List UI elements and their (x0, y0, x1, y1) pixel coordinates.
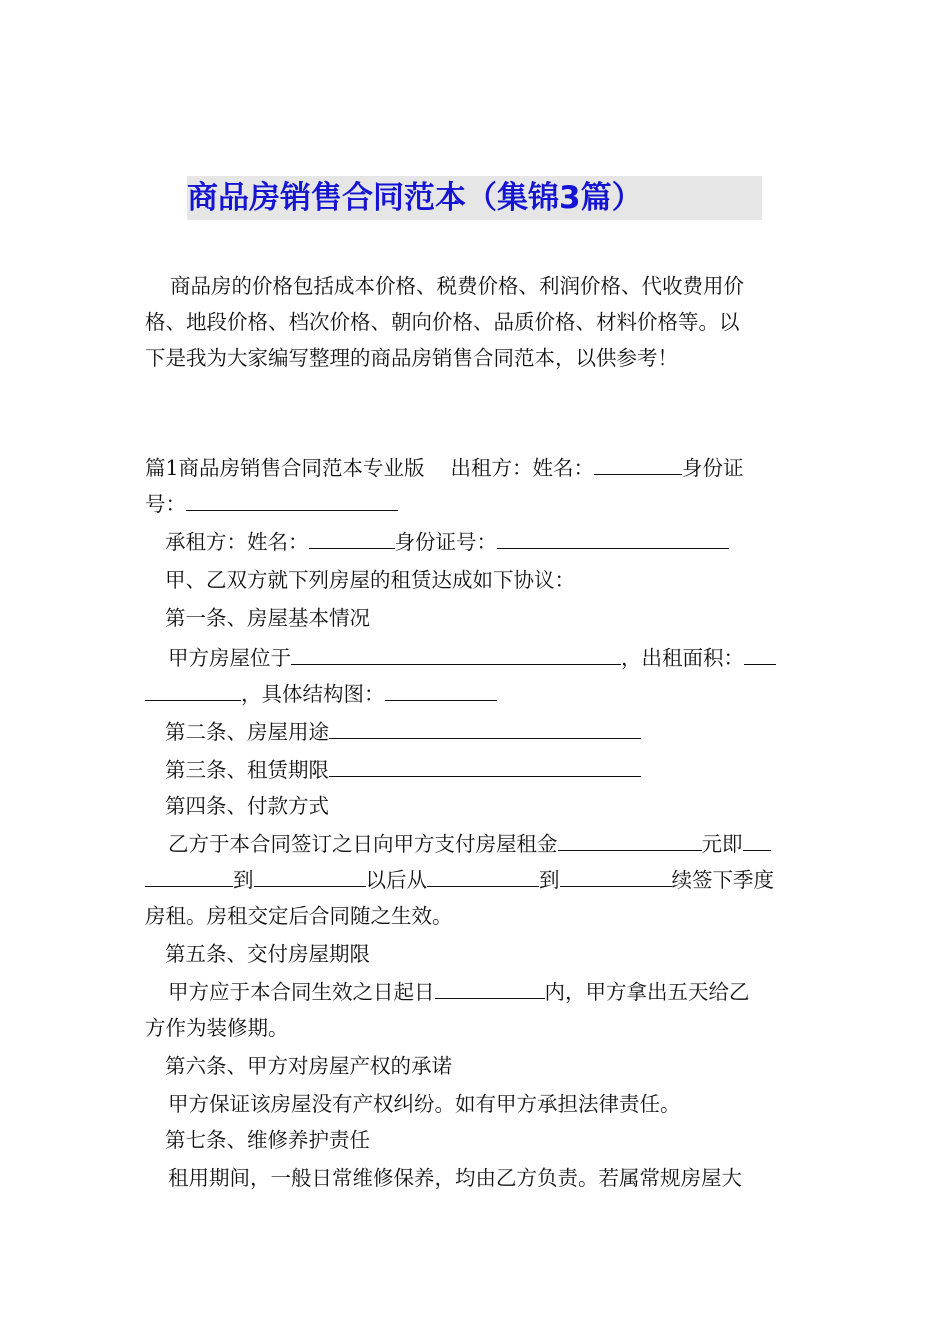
blank-field (309, 526, 395, 549)
intro-line-2: 格、地段价格、档次价格、朝向价格、品质价格、材料价格等。以 (145, 310, 740, 334)
contract-line-6 (168, 640, 776, 676)
location-label: 甲方房屋位于 (168, 646, 291, 670)
blank-field (558, 828, 702, 851)
article-3-heading: 第三条、租赁期限 (165, 758, 329, 782)
article-4-heading: 第四条、付款方式 (165, 794, 329, 818)
blank-field (329, 716, 641, 739)
article-1-heading: 第一条、房屋基本情况 (165, 606, 370, 630)
blank-field (743, 828, 771, 851)
area-label: ，出租面积： (621, 646, 744, 670)
lessor-label: 出租方：姓名： (450, 456, 595, 480)
lessee-id-label: 身份证号： (394, 530, 497, 554)
blank-field (385, 678, 497, 701)
article-2-heading: 第二条、房屋用途 (165, 720, 329, 744)
contract-line-15 (168, 974, 750, 1010)
delivery-text: 内，甲方拿出五天给乙 (544, 980, 750, 1004)
delivery-label: 甲方应于本合同生效之日起日 (168, 980, 435, 1004)
yuan-label: 元即 (701, 832, 743, 856)
blank-field (254, 864, 366, 887)
to-label: 到 (539, 868, 560, 892)
blank-field (145, 678, 241, 701)
article-6-heading: 第六条、甲方对房屋产权的承诺 (165, 1054, 452, 1078)
blank-field (427, 864, 539, 887)
blank-field (145, 864, 233, 887)
blank-field (329, 754, 641, 777)
blank-field (186, 488, 398, 511)
article-5-heading: 第五条、交付房屋期限 (165, 942, 370, 966)
after-label: 以后从 (365, 868, 427, 892)
blank-field (560, 864, 672, 887)
contract-line-16: 方作为装修期。 (145, 1016, 289, 1040)
contract-line-1 (145, 450, 744, 486)
contract-line-18: 甲方保证该房屋没有产权纠纷。如有甲方承担法律责任。 (168, 1092, 681, 1116)
contract-line-2 (145, 486, 398, 522)
blank-field (291, 642, 621, 665)
id-label-cont: 号： (145, 492, 186, 516)
blank-field (435, 976, 545, 999)
section-heading: 篇1商品房销售合同范本专业版 (145, 456, 425, 480)
renew-label: 续签下季度 (671, 868, 774, 892)
id-label: 身份证 (682, 456, 744, 480)
lessee-label: 承租方：姓名： (165, 530, 309, 554)
contract-line-20: 租用期间，一般日常维修保养，均由乙方负责。若属常规房屋大 (168, 1166, 742, 1190)
contract-line-8 (165, 714, 641, 750)
contract-line-11 (168, 826, 771, 862)
intro-line-3: 下是我为大家编写整理的商品房销售合同范本，以供参考！ (145, 346, 678, 370)
document-title: 商品房销售合同范本（集锦3篇） (187, 180, 643, 216)
article-7-heading: 第七条、维修养护责任 (165, 1128, 370, 1152)
blank-field (744, 642, 776, 665)
rent-label: 乙方于本合同签订之日向甲方支付房屋租金 (168, 832, 558, 856)
contract-line-13: 房租。房租交定后合同随之生效。 (145, 904, 453, 928)
to-label: 到 (233, 868, 254, 892)
blank-field (497, 526, 729, 549)
intro-line-1: 商品房的价格包括成本价格、税费价格、利润价格、代收费用价 (170, 274, 744, 298)
structure-label: ，具体结构图： (241, 682, 385, 706)
contract-line-7 (145, 676, 497, 712)
contract-line-12 (145, 862, 774, 898)
blank-field (594, 452, 682, 475)
contract-line-3 (165, 524, 729, 560)
contract-line-9 (165, 752, 641, 788)
contract-line-4: 甲、乙双方就下列房屋的租赁达成如下协议： (165, 568, 575, 592)
